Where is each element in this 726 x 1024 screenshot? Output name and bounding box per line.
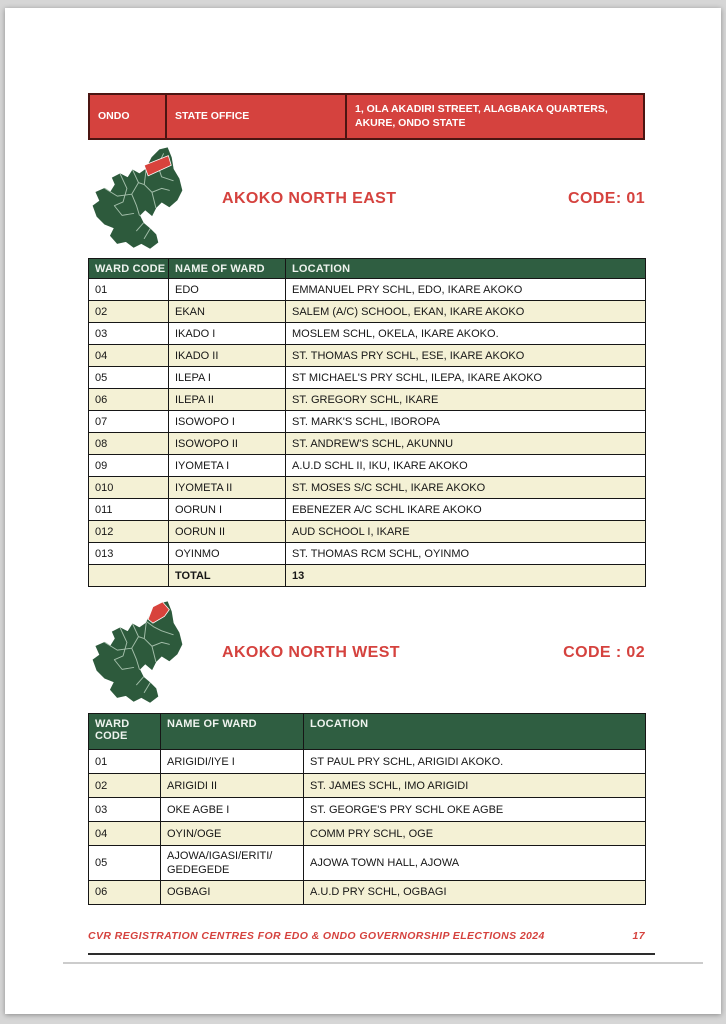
table-cell: OYIN/​OGE	[161, 822, 304, 846]
table-cell: ST. MARK'S SCHL, IBOROPA	[286, 411, 646, 433]
table-cell: 011	[89, 499, 169, 521]
table-cell: 02	[89, 301, 169, 323]
table-cell: 09	[89, 455, 169, 477]
table-cell: 08	[89, 433, 169, 455]
table-row	[89, 499, 646, 521]
table-cell: ST PAUL PRY SCHL, ARIGIDI AKOKO.	[304, 750, 646, 774]
table-cell: ST. GEORGE'S PRY SCHL OKE AGBE	[304, 798, 646, 822]
section-code: CODE: 01	[568, 190, 645, 207]
table-cell: ILEPA II	[169, 389, 286, 411]
table-row	[89, 774, 646, 798]
table-cell: EDO	[169, 279, 286, 301]
table-cell: 01	[89, 279, 169, 301]
table-cell: 06	[89, 389, 169, 411]
table-cell: MOSLEM SCHL, OKELA, IKARE AKOKO.	[286, 323, 646, 345]
table-cell: 012	[89, 521, 169, 543]
table-cell: 06	[89, 880, 161, 904]
state-header-bar	[88, 93, 645, 140]
table-cell: ST MICHAEL'S PRY SCHL, ILEPA, IKARE AKOKO	[286, 367, 646, 389]
table-cell: OYINMO	[169, 543, 286, 565]
col-header-ward-code: WARD CODE	[89, 714, 161, 750]
footer-rule	[88, 953, 655, 955]
table-cell: COMM PRY SCHL, OGE	[304, 822, 646, 846]
table-cell: ISOWOPO II	[169, 433, 286, 455]
col-header-location: LOCATION	[304, 714, 646, 750]
section-title: AKOKO NORTH WEST	[222, 644, 400, 661]
footer-title: CVR REGISTRATION CENTRES FOR EDO & ONDO GOVERNORSHIP ELECTIONS 2024	[88, 930, 545, 942]
table-cell: IYOMETA I	[169, 455, 286, 477]
table-row	[89, 411, 646, 433]
table-cell: EKAN	[169, 301, 286, 323]
section-header-akoko-north-west	[88, 598, 645, 708]
table-cell: ARIGIDI/​IYE I	[161, 750, 304, 774]
table-row	[89, 455, 646, 477]
office-address-cell: 1, OLA AKADIRI STREET, ALAGBAKA QUARTERS, AKURE, ONDO STATE	[355, 102, 608, 129]
table-cell: ST. ANDREW'S SCHL, AKUNNU	[286, 433, 646, 455]
table-cell: A.U.D SCHL II, IKU, IKARE AKOKO	[286, 455, 646, 477]
table-row	[89, 323, 646, 345]
table-cell: ST. THOMAS PRY SCHL, ESE, IKARE AKOKO	[286, 345, 646, 367]
table-row	[89, 301, 646, 323]
table-row	[89, 345, 646, 367]
page-footer	[88, 930, 645, 942]
table-row	[89, 750, 646, 774]
table-cell: ST. GREGORY SCHL, IKARE	[286, 389, 646, 411]
table-cell: 02	[89, 774, 161, 798]
table-cell: 01	[89, 750, 161, 774]
section-header-akoko-north-east	[88, 144, 645, 254]
table-cell: ILEPA I	[169, 367, 286, 389]
table-cell: IKADO I	[169, 323, 286, 345]
table-row	[89, 367, 646, 389]
table-cell: AJOWA TOWN HALL, AJOWA	[304, 846, 646, 881]
table-header-row	[89, 259, 646, 279]
table-cell: 013	[89, 543, 169, 565]
table-row	[89, 433, 646, 455]
table-row	[89, 521, 646, 543]
table-cell: ARIGIDI II	[161, 774, 304, 798]
table-cell: ST. JAMES SCHL, IMO ARIGIDI	[304, 774, 646, 798]
col-header-location: LOCATION	[286, 259, 646, 279]
ondo-state-map-icon	[88, 146, 214, 252]
page-number: 17	[632, 930, 645, 942]
table-cell: 05	[89, 846, 161, 881]
office-type-cell: STATE OFFICE	[167, 95, 347, 138]
table-cell: 04	[89, 345, 169, 367]
section-title: AKOKO NORTH EAST	[222, 190, 397, 207]
table-cell-empty	[89, 565, 169, 587]
total-value: 13	[286, 565, 646, 587]
table-cell: 03	[89, 798, 161, 822]
total-row	[89, 565, 646, 587]
table-cell: ST. THOMAS RCM SCHL, OYINMO	[286, 543, 646, 565]
table-cell: 05	[89, 367, 169, 389]
table-cell: OKE AGBE I	[161, 798, 304, 822]
table-cell: IYOMETA II	[169, 477, 286, 499]
table-cell: 04	[89, 822, 161, 846]
table-cell: SALEM (A/​C) SCHOOL, EKAN, IKARE AKOKO	[286, 301, 646, 323]
table-row	[89, 389, 646, 411]
table-cell: AJOWA/​IGASI/​ERITI/​GEDEGEDE	[161, 846, 304, 881]
page-bottom-rule	[63, 962, 703, 964]
table-cell: ST. MOSES S/​C SCHL, IKARE AKOKO	[286, 477, 646, 499]
table-row	[89, 279, 646, 301]
table-cell: OORUN II	[169, 521, 286, 543]
ward-table-akoko-north-east	[88, 258, 646, 587]
table-row	[89, 798, 646, 822]
table-cell: OORUN I	[169, 499, 286, 521]
table-row	[89, 880, 646, 904]
table-cell: 010	[89, 477, 169, 499]
ward-table-akoko-north-west	[88, 713, 646, 905]
table-cell: 07	[89, 411, 169, 433]
table-row	[89, 822, 646, 846]
col-header-name-of-ward: NAME OF WARD	[169, 259, 286, 279]
state-name-cell: ONDO	[90, 95, 167, 138]
table-cell: EBENEZER A/​C SCHL IKARE AKOKO	[286, 499, 646, 521]
table-cell: AUD SCHOOL I, IKARE	[286, 521, 646, 543]
document-page	[5, 8, 721, 1014]
table-cell: A.U.D PRY SCHL, OGBAGI	[304, 880, 646, 904]
table-cell: 03	[89, 323, 169, 345]
table-cell: ISOWOPO I	[169, 411, 286, 433]
col-header-ward-code: WARD CODE	[89, 259, 169, 279]
table-cell: EMMANUEL PRY SCHL, EDO, IKARE AKOKO	[286, 279, 646, 301]
col-header-name-of-ward: NAME OF WARD	[161, 714, 304, 750]
section-code: CODE : 02	[563, 644, 645, 661]
table-row	[89, 846, 646, 881]
table-cell: OGBAGI	[161, 880, 304, 904]
table-header-row	[89, 714, 646, 750]
table-row	[89, 543, 646, 565]
table-row	[89, 477, 646, 499]
total-label: TOTAL	[169, 565, 286, 587]
ondo-state-map-icon	[88, 600, 214, 706]
table-cell: IKADO II	[169, 345, 286, 367]
